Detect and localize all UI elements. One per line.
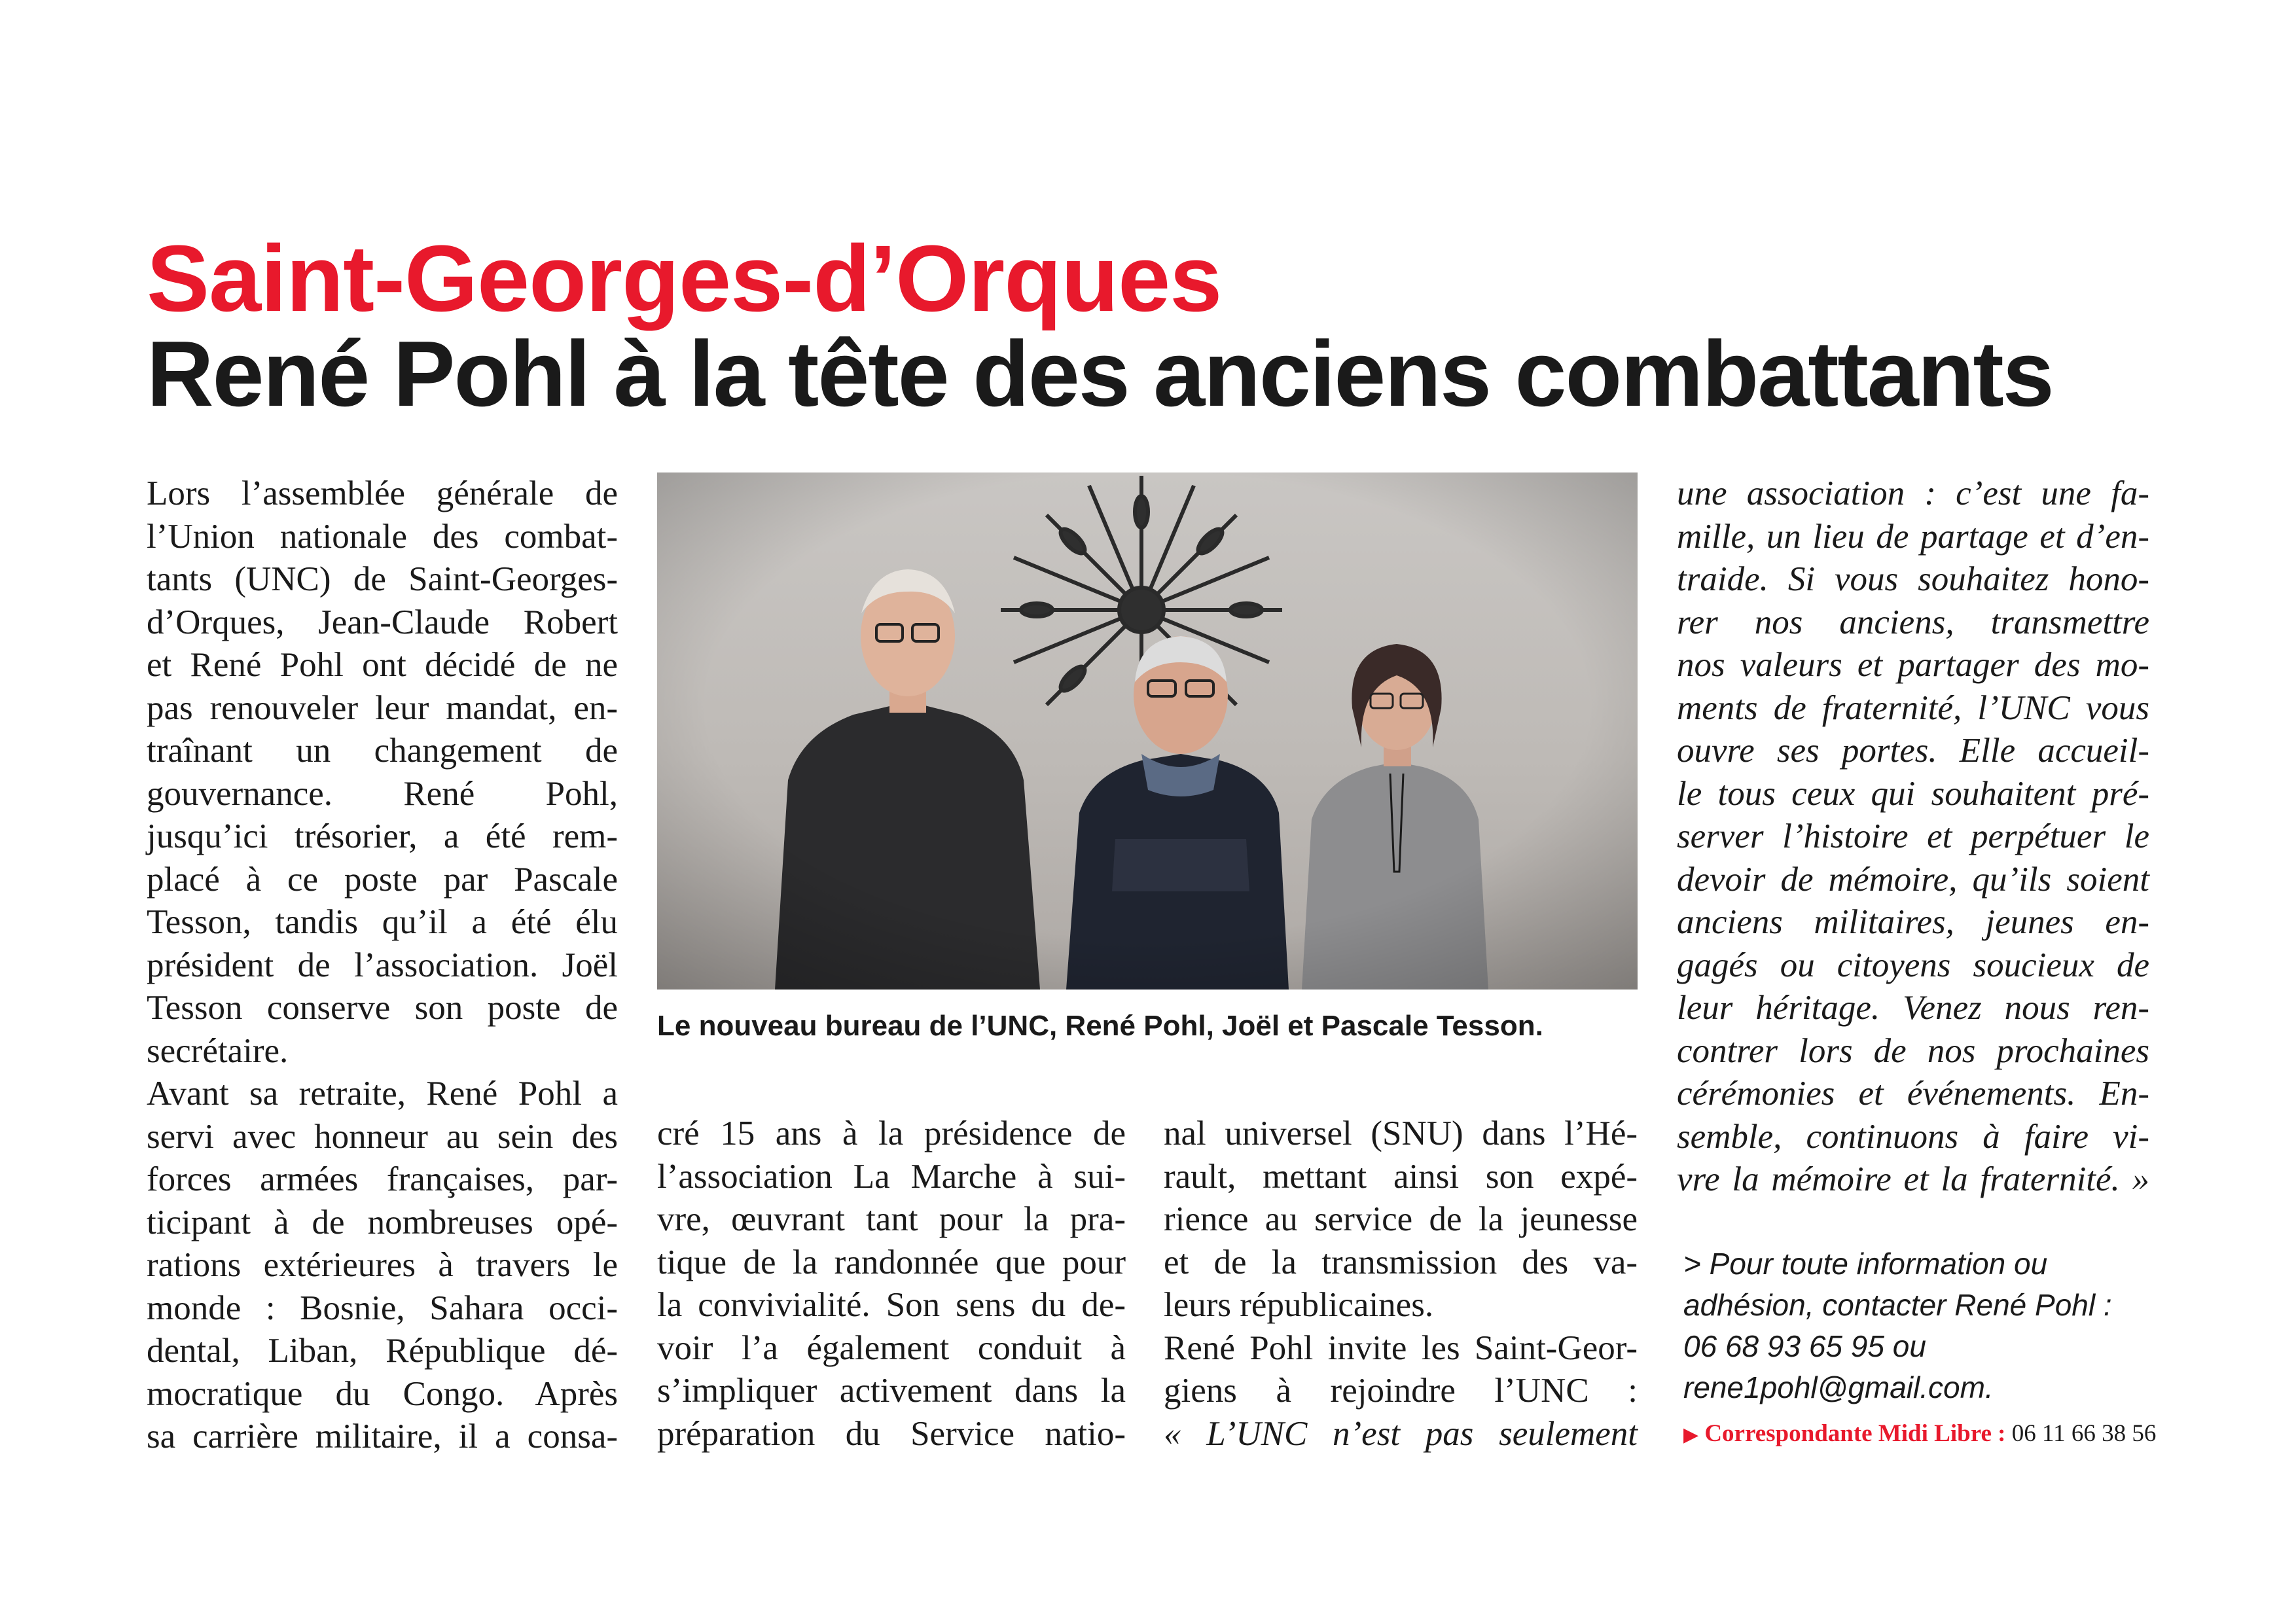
text-line: secrétaire.	[147, 1031, 289, 1070]
triangle-bullet-icon: ▶	[1683, 1424, 1699, 1446]
text-line: tants (UNC) de Saint-Georges-	[147, 560, 618, 598]
text-line: semble, continuons à faire vi-	[1677, 1117, 2149, 1156]
text-line: leurs républicaines.	[1164, 1286, 1434, 1324]
text-line: vre la mémoire et la fraternité. »	[1677, 1160, 2149, 1198]
text-line: Tesson, tandis qu’il a été élu	[147, 903, 618, 941]
text-line: devoir de mémoire, qu’ils soient	[1677, 860, 2149, 899]
text-line: forces armées françaises, par-	[147, 1160, 618, 1198]
text-line: contrer lors de nos prochaines	[1677, 1031, 2149, 1070]
text-line: s’impliquer activement dans la	[657, 1372, 1126, 1410]
correspondent-label: Correspondante Midi Libre :	[1704, 1420, 2006, 1447]
text-line: jusqu’ici trésorier, a été rem-	[147, 817, 618, 855]
text-line: ments de fraternité, l’UNC vous	[1677, 688, 2149, 727]
text-line: préparation du Service natio-	[657, 1414, 1126, 1453]
text-line: Tesson conserve son poste de	[147, 989, 618, 1027]
text-line: placé à ce poste par Pascale	[147, 860, 618, 899]
article-column-4-quote	[1677, 473, 2149, 1202]
correspondent-phone: 06 11 66 38 56	[2011, 1420, 2157, 1447]
text-line: servi avec honneur au sein des	[147, 1117, 618, 1156]
text-line: René Pohl invite les Saint-Geor-	[1164, 1329, 1638, 1367]
text-line: la convivialité. Son sens du de-	[657, 1286, 1126, 1324]
text-line: Lors l’assemblée générale de	[147, 474, 618, 512]
headline: René Pohl à la tête des anciens combattants	[147, 322, 2053, 426]
text-line: server l’histoire et perpétuer le	[1677, 817, 2149, 855]
text-line: d’Orques, Jean-Claude Robert	[147, 603, 618, 641]
text-line: rer nos anciens, transmettre	[1677, 603, 2149, 641]
text-line: cérémonies et événements. En-	[1677, 1075, 2149, 1113]
text-line: ouvre ses portes. Elle accueil-	[1677, 732, 2149, 770]
text-line: rations extérieures à travers le	[147, 1246, 618, 1284]
text-line: Avant sa retraite, René Pohl a	[147, 1075, 618, 1113]
article-column-1	[147, 473, 618, 1459]
photo-illustration	[657, 473, 1638, 990]
text-line: leur héritage. Venez nous ren-	[1677, 989, 2149, 1027]
text-line: gagés ou citoyens soucieux de	[1677, 946, 2149, 984]
text-line: vre, œuvrant tant pour la pra-	[657, 1200, 1126, 1238]
text-line: pas renouveler leur mandat, en-	[147, 688, 618, 727]
text-line: anciens militaires, jeunes en-	[1677, 903, 2149, 941]
text-line: giens à rejoindre l’UNC :	[1164, 1372, 1638, 1410]
article-column-2	[657, 1113, 1126, 1455]
text-line: tique de la randonnée que pour	[657, 1243, 1126, 1281]
photo-caption: Le nouveau bureau de l’UNC, René Pohl, Joël et Pascale Tesson.	[657, 1010, 1543, 1042]
text-line: rault, mettant ainsi son expé-	[1164, 1157, 1638, 1196]
text-line: mocratique du Congo. Après	[147, 1374, 618, 1413]
text-line: sa carrière militaire, il a consa-	[147, 1418, 618, 1455]
paragraph-3	[657, 1113, 1126, 1455]
contact-phone: 06 68 93 65 95 ou	[1683, 1329, 1926, 1363]
article-photo	[657, 473, 1638, 990]
text-line: l’Union nationale des combat-	[147, 517, 618, 556]
text-line: traînant un changement de	[147, 732, 618, 770]
contact-info	[1683, 1243, 2155, 1408]
text-line: nal universel (SNU) dans l’Hé-	[1164, 1115, 1638, 1152]
paragraph-5	[1164, 1327, 1638, 1456]
paragraph-4	[1164, 1113, 1638, 1327]
text-line: dental, Liban, République dé-	[147, 1332, 618, 1370]
text-line: gouvernance. René Pohl,	[147, 774, 618, 813]
text-line: mille, un lieu de partage et d’en-	[1677, 517, 2149, 556]
kicker-title: Saint-Georges-d’Orques	[147, 226, 1222, 331]
info-line: adhésion, contacter René Pohl :	[1683, 1288, 2112, 1322]
quote-paragraph	[1677, 473, 2149, 1202]
paragraph-1	[147, 473, 618, 1073]
text-line: monde : Bosnie, Sahara occi-	[147, 1289, 618, 1327]
article-column-3	[1164, 1113, 1638, 1455]
info-line: > Pour toute information ou	[1683, 1247, 2048, 1281]
contact-email: rene1pohl@gmail.com.	[1683, 1370, 1994, 1404]
text-line: le tous ceux qui souhaitent pré-	[1677, 774, 2149, 813]
text-line: traide. Si vous souhaitez hono-	[1677, 560, 2149, 598]
text-line: l’association La Marche à sui-	[657, 1157, 1126, 1196]
text-line: ticipant à de nombreuses opé-	[147, 1203, 618, 1241]
text-line: « L’UNC n’est pas seulement	[1164, 1414, 1638, 1453]
text-line: président de l’association. Joël	[147, 946, 618, 984]
text-line: nos valeurs et partager des mo-	[1677, 646, 2149, 684]
paragraph-2	[147, 1073, 618, 1459]
text-line: une association : c’est une fa-	[1677, 474, 2149, 512]
text-line: et de la transmission des va-	[1164, 1243, 1638, 1281]
text-line: rience au service de la jeunesse	[1164, 1200, 1638, 1238]
text-line: voir l’a également conduit à	[657, 1329, 1126, 1367]
text-line: cré 15 ans à la présidence de	[657, 1115, 1126, 1152]
correspondent-line	[1683, 1418, 2156, 1452]
text-line: et René Pohl ont décidé de ne	[147, 646, 618, 684]
